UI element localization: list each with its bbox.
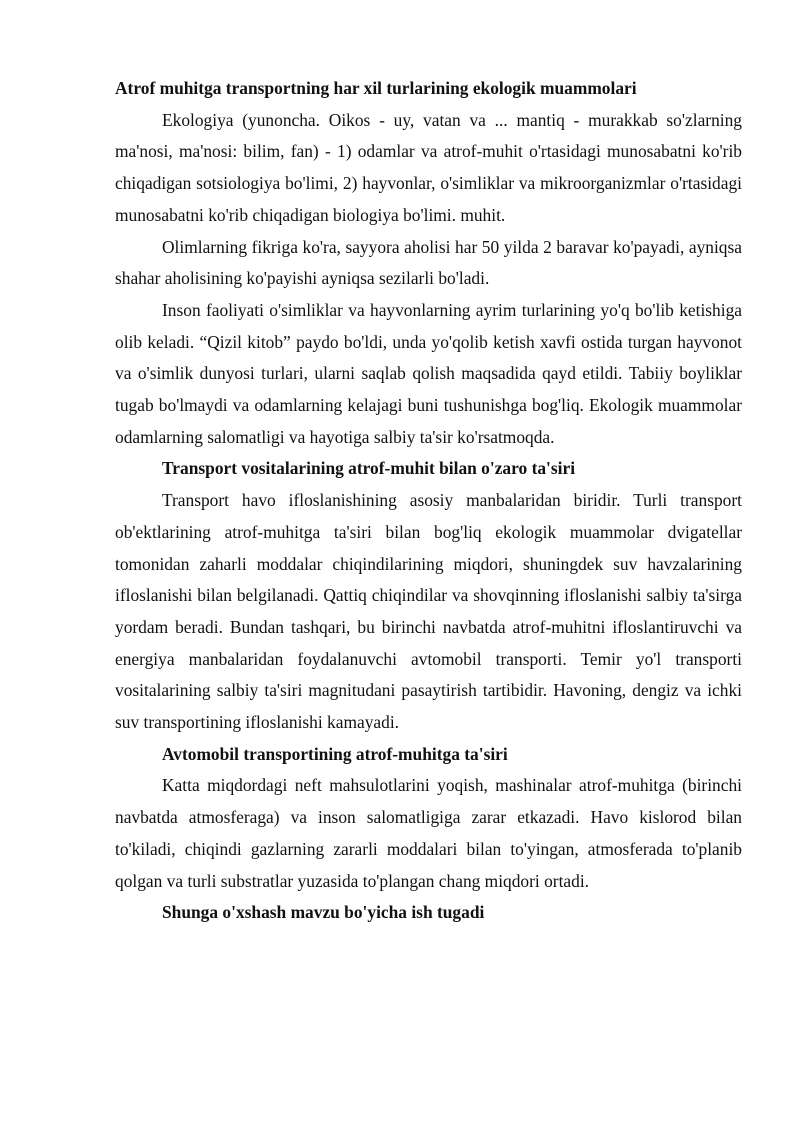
- paragraph-population-growth: Olimlarning fikriga ko'ra, sayyora aholisi har 50 yilda 2 baravar ko'payadi, ayniqsa shahar aholisining ko'payishi ayniqsa sezilarli bo'ladi.: [115, 236, 742, 289]
- footer-heading: Shunga o'xshash mavzu bo'yicha ish tugadi: [162, 902, 485, 923]
- document-title: Atrof muhitga transportning har xil turlarining ekologik muammolari: [115, 78, 637, 98]
- section-heading-automobile-impact: Avtomobil transportining atrof-muhitga ta'siri: [162, 743, 508, 764]
- paragraph-transport-pollution: Transport havo ifloslanishining asosiy manbalaridan biridir. Turli transport ob'ektlarining atrof-muhitga ta'siri bilan bog'liq ekologik muammolar dvigatellar tomonidan zaharli moddalar chiqindilarining miqdori, shuningdek suv havzalarining ifloslanishi bilan belgilanadi. Qattiq chiqindilar va shovqinning ifloslanishi salbiy ta'sirga yordam beradi. Bundan tashqari, bu birinchi navbatda atrof-muhitni ifloslantiruvchi va energiya manbalaridan foydalanuvchi avtomobil transporti. Temir yo'l transporti vositalarining salbiy ta'siri magnitudani pasaytirish tartibidir. Havoning, dengiz va ichki suv transportining ifloslanishi kamayadi.: [115, 490, 742, 733]
- paragraph-automobile-impact: Katta miqdordagi neft mahsulotlarini yoqish, mashinalar atrof-muhitga (birinchi navbatda atmosferaga) va inson salomatligiga zarar etkazadi. Havo kislorod bilan to'kiladi, chiqindi gazlarning zararli moddalari bilan to'yingan, atmosferada to'planib qolgan va turli substratlar yuzasida to'plangan chang miqdori ortadi.: [115, 775, 742, 891]
- section-heading-transport-interaction: Transport vositalarining atrof-muhit bilan o'zaro ta'siri: [162, 458, 576, 479]
- paragraph-ecology-definition: Ekologiya (yunoncha. Oikos - uy, vatan va ... mantiq - murakkab so'zlarning ma'nosi, ma'nosi: bilim, fan) - 1) odamlar va atrof-muhit o'rtasidagi munosabatni ko'rib chiqadigan sotsiologiya bo'limi, 2) hayvonlar, o'simliklar va mikroorganizmlar o'rtasidagi munosabatni ko'rib chiqadigan biologiya bo'limi. muhit.: [115, 109, 742, 225]
- paragraph-red-book: Inson faoliyati o'simliklar va hayvonlarning ayrim turlarining yo'q bo'lib ketishiga olib keladi. “Qizil kitob” paydo bo'ldi, unda yo'qolib ketish xavfi ostida turgan hayvonot va o'simlik dunyosi turlari, ularni saqlab qolish maqsadida qayd etildi. Tabiiy boyliklar tugab bo'lmaydi va odamlarning kelajagi buni tushunishga bog'liq. Ekologik muammolar odamlarning salomatligi va hayotiga salbiy ta'sir ko'rsatmoqda.: [115, 299, 742, 447]
- document-page: [115, 73, 742, 929]
